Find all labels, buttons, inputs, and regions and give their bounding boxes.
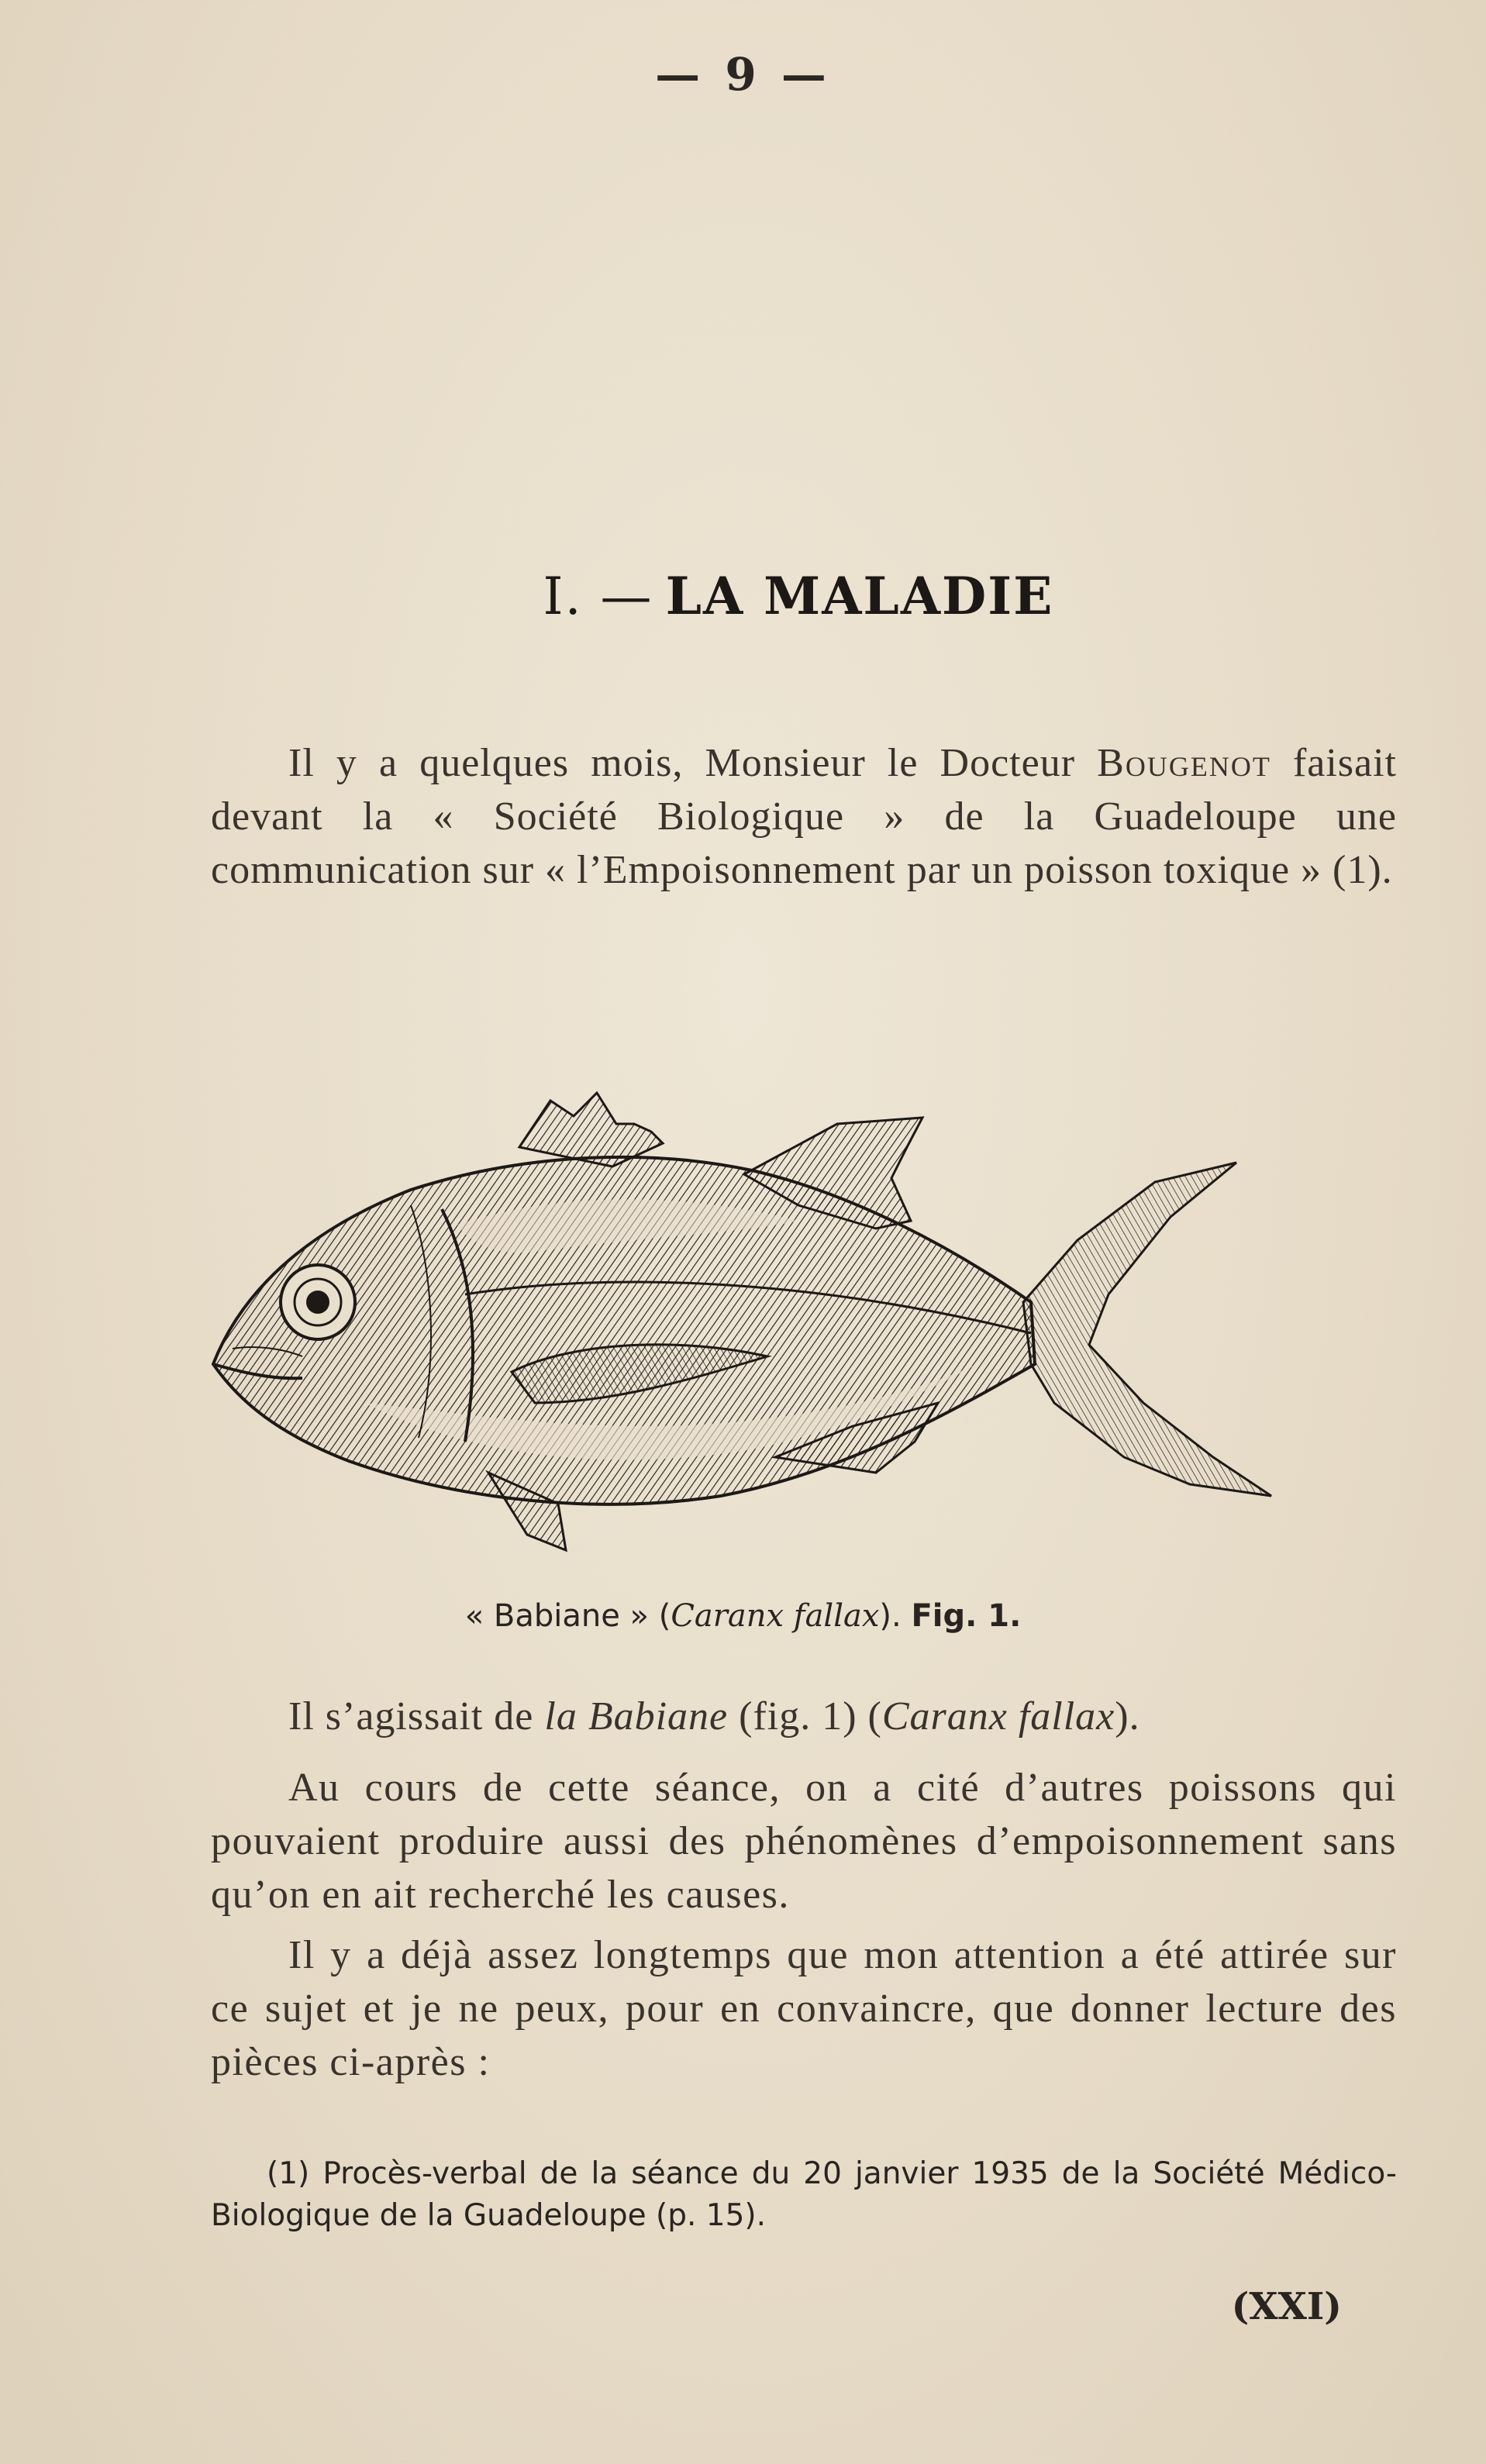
paragraph-species-text-b: (fig. 1) ( <box>728 1694 882 1739</box>
chapter-heading <box>0 566 1486 626</box>
fish-illustration-icon <box>209 1039 1380 1573</box>
page-number: — 9 — <box>655 48 831 101</box>
caption-close: ). <box>879 1598 902 1634</box>
paragraph-intro-text-a: Il y a quelques mois, Monsieur le Docteur <box>288 741 1098 785</box>
paragraph-species-italic-a: la Babiane <box>544 1694 729 1739</box>
paragraph-other-fish: Au cours de cette séance, on a cité d’autres poissons qui pouvaient produire aussi des phénomènes d’empoisonnement sans qu’on en ait recherché les causes. <box>211 1766 1397 1917</box>
paragraph-intro-text-b: faisait devant la « Société Biologique » de la Guadeloupe une communication sur « l’Empoisonnement par un poisson toxique » (1). <box>211 741 1397 892</box>
paragraph-attention: Il y a déjà assez longtemps que mon attention a été attirée sur ce sujet et je ne peux, pour en convaincre, que donner lecture des pièces ci-après : <box>211 1933 1397 2084</box>
chapter-title: LA MALADIE <box>665 566 1054 626</box>
paragraph-species-italic-b: Caranx fallax <box>881 1694 1115 1739</box>
caption-common-name: « Babiane » ( <box>464 1598 671 1634</box>
author-name: Bougenot <box>1097 741 1271 785</box>
paragraph-species-text-a: Il s’agissait de <box>288 1694 545 1739</box>
figure-caption <box>0 1598 1486 1634</box>
footnote: (1) Procès-verbal de la séance du 20 janvier 1935 de la Société Médico-Biologique de la Guadeloupe (p. 15). <box>211 2156 1397 2233</box>
signature-mark: (XXI) <box>1231 2285 1342 2328</box>
chapter-number: I. — <box>543 567 653 626</box>
caption-figure-number: Fig. 1. <box>911 1598 1022 1634</box>
caption-latin-name: Caranx fallax <box>671 1598 880 1634</box>
paragraph-intro <box>211 736 1397 897</box>
paragraph-species-text-c: ). <box>1115 1694 1140 1739</box>
paragraph-species <box>211 1690 1397 1743</box>
